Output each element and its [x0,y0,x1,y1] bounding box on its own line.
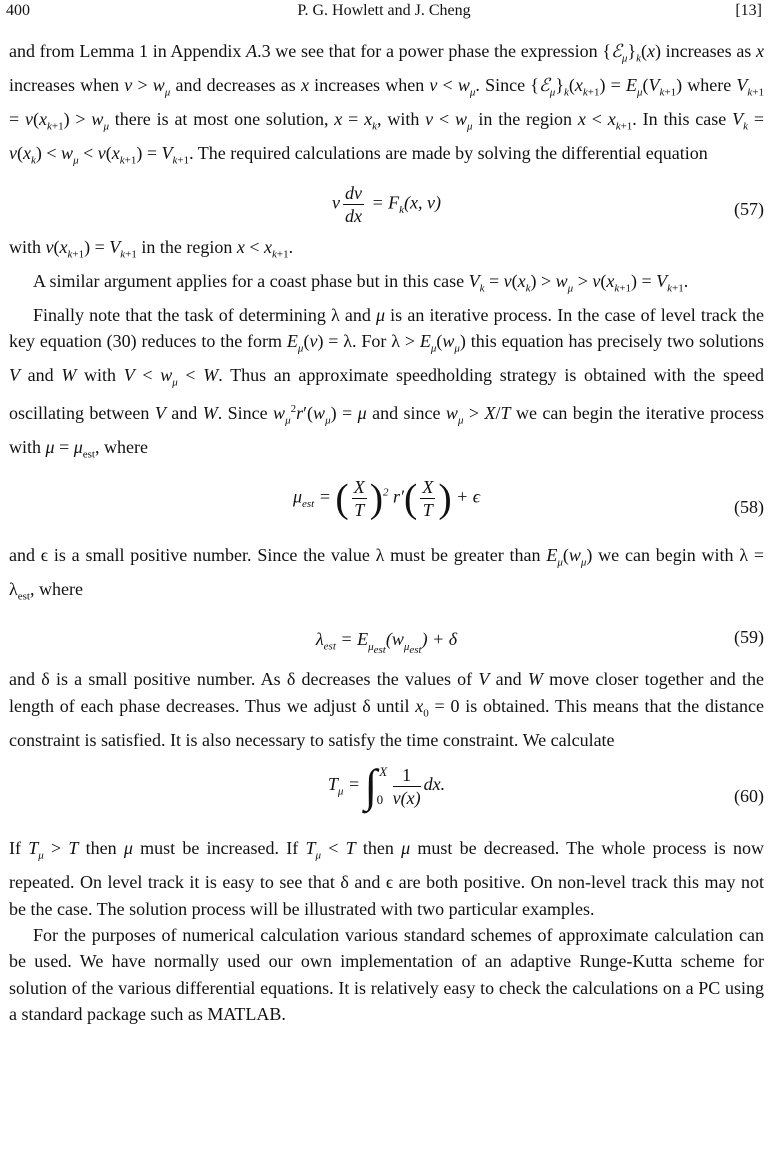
paragraph: and ϵ is a small positive number. Since the value λ must be greater than $E_\mu(w_\mu)$ we can begin with $\lambda = \lambda_{est}$, where [9,545,764,603]
paragraph: and from Lemma 1 in Appendix A.3 we see that for a power phase the expression $\{ℰ_\mu\}_k(x)$ increases as x increases when $v > w_\mu$ and decreases as x increases when $v < w_\mu$. Since $\{ℰ_\mu\}_k(x_{k+1}) = E_\mu(V_{k+1})$ where $V_{k+1} = v(x_{k+1}) > w_\mu$ there is at most one solution, $x = x_k$, with $v < w_\mu$ in the region $x < x_{k+1}$. In this case $V_k = v(x_k) < w_\mu < v(x_{k+1}) = V_{k+1}$. The required calculations are made by solving the differential equation [9,41,765,167]
equation-number: (60) [734,786,764,807]
page-number: 400 [6,2,30,19]
equation-59: $\lambda_{est} = E_{\mu_{est}}(w_{\mu_{est}}) + \delta$ (59) [9,616,764,666]
paragraph: A similar argument applies for a coast phase but in this case $V_k = v(x_k) > w_\mu > v(x_{k+1}) = V_{k+1}$. [33,271,689,295]
equation-number: (59) [734,627,764,648]
paragraph: and δ is a small positive number. As δ decreases the values of V and W move closer together and the length of each phase decreases. Thus we adjust δ until $x_0 = 0$ is obtained. This means that the distance constraint is satisfied. It is also necessary to satisfy the time constraint. We calculate [9,669,764,750]
equation-58: $\mu_{est}$ = ( $\frac{X}{T}$ )$^2$ r′( $\frac{X}{T}$ ) + ϵ (58) [292,475,764,521]
equation-number: (57) [734,199,764,219]
paragraph: For the purposes of numerical calculation various standard schemes of approximate calculation can be used. We have normally used our own implementation of an adaptive Runge-Kutta scheme for solution of the various differential equations. It is relatively easy to check the calculations on a PC using a standard package such as MATLAB. [9,925,764,1025]
section-ref: [13] [735,2,762,19]
paragraph: Finally note that the task of determining λ and μ is an iterative process. In the case of level track the key equation (30) reduces to the form $E_\mu(v) = \lambda$. For $\lambda > E_\mu(w_\mu)$ this equation has precisely two solutions V and W with $V < w_\mu < W$. Thus an approximate speedholding strategy is obtained with the speed oscillating between V and W. Since $w_\mu^2r'(w_\mu) = \mu$ and since $w_\mu > X/T$ we can begin the iterative process with $\mu = \mu_{est}$, where [9,305,764,461]
equation-57: v $\frac{dv}{dx}$ = $F_k(x$, v) (57) [331,183,764,226]
equation-number: (58) [734,497,764,518]
body-text [9,38,764,1028]
running-authors: P. G. Howlett and J. Cheng [297,2,471,19]
paragraph: with $v(x_{k+1}) = V_{k+1}$ in the region $x < x_{k+1}$. [9,237,294,261]
equation-60: $T_\mu$ = ∫ X 0 $\frac{1}{v(x)}$ dx. (60) [327,760,764,812]
paragraph: If $T_\mu > T$ then μ must be increased. If $T_\mu < T$ then μ must be decreased. The whole process is now repeated. On level track it is easy to see that δ and ϵ are both positive. On non-level track this may not be the case. The solution process will be illustrated with two particular examples. [9,838,765,919]
page-header [6,2,762,22]
